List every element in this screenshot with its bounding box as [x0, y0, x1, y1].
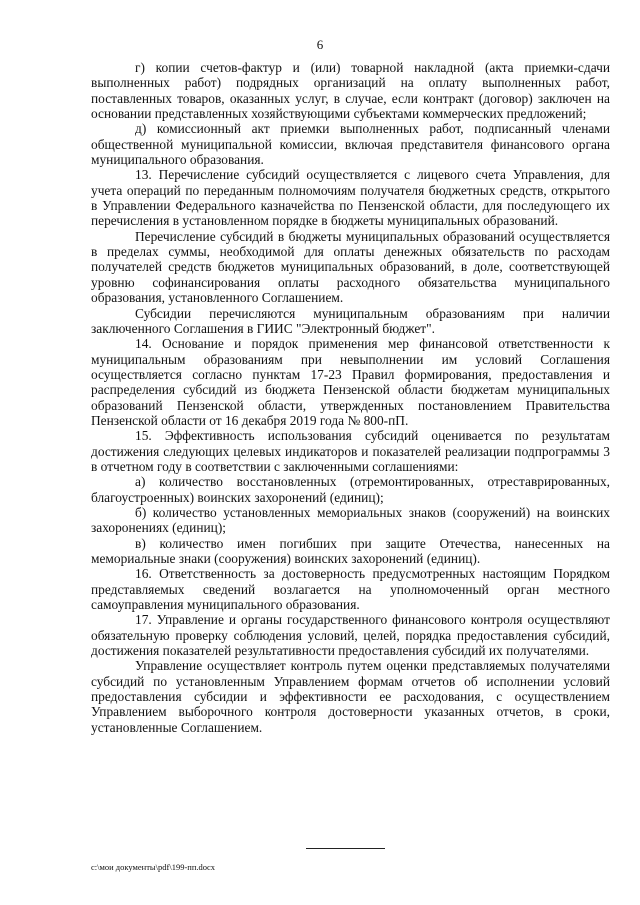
paragraph-16-accountability: 16. Ответственность за достоверность предусмотренных настоящим Порядком представляемых сведений возлагается на уполномоченный орган местного самоуправления муниципального образования. — [91, 566, 610, 613]
paragraph-indicator-a: а) количество восстановленных (отремонтированных, отреставрированных, благоустроенных) воинских захоронений (единиц); — [91, 474, 610, 505]
paragraph-13-transfer: 13. Перечисление субсидий осуществляется с лицевого счета Управления, для учета операций по переданным полномочиям получателя бюджетных средств, открытого в Управлении Федерального казначейства по Пензенской области, для последующего их перечисления в установленном порядке в бюджеты муниципальных образований. — [91, 167, 610, 229]
paragraph-item-g-invoices: г) копии счетов-фактур и (или) товарной накладной (акта приемки-сдачи выполненных работ) подрядных организаций на оплату выполненных работ, поставленных товаров, оказанных услуг, в случае, если контракт (договор) заключен на основании представленных хозяйствующими субъектами коммерческих предложений; — [91, 60, 610, 122]
paragraph-17-control: 17. Управление и органы государственного финансового контроля осуществляют обязательную проверку соблюдения условий, целей, порядка предоставления субсидий, достижения показателей результативности предоставления субсидий их получателями. — [91, 612, 610, 659]
paragraph-control-method: Управление осуществляет контроль путем оценки представляемых получателями субсидий по установленным Управлением формам отчетов об исполнении условий предоставления субсидии и эффективности ее расходования, с осуществлением Управлением выборочного контроля достоверности указанных отчетов, в сроки, установленные Соглашением. — [91, 658, 610, 735]
paragraph-15-efficiency: 15. Эффективность использования субсидий оценивается по результатам достижения следующих целевых индикаторов и показателей реализации подпрограммы 3 в отчетном году в соответствии с заключенными соглашениями: — [91, 428, 610, 474]
paragraph-agreement-condition: Субсидии перечисляются муниципальным образованиям при наличии заключенного Соглашения в ГИИС "Электронный бюджет". — [91, 305, 610, 336]
document-body — [91, 60, 610, 735]
paragraph-transfer-limits: Перечисление субсидий в бюджеты муниципальных образований осуществляется в пределах суммы, необходимой для оплаты денежных обязательств по расходам получателей средств бюджетов муниципальных образований, в доле, соответствующей уровню софинансирования оплаты расходного обязательства муниципального образования, установленного Соглашением. — [91, 228, 610, 306]
footer-separator — [306, 848, 385, 849]
page-number: 6 — [316, 37, 324, 52]
paragraph-14-responsibility-measures: 14. Основание и порядок применения мер финансовой ответственности к муниципальным образованиям при невыполнении им условий Соглашения осуществляется согласно пунктам 17-23 Правил формирования, предоставления и распределения субсидий из бюджета Пензенской области бюджетам муниципальных образований Пензенской области, утвержденных постановлением Правительства Пензенской области от 16 декабря 2019 года № 800-пП. — [91, 336, 610, 428]
paragraph-item-d-acceptance-act: д) комиссионный акт приемки выполненных работ, подписанный членами общественной муниципальной комиссии, включая представителя финансового органа муниципального образования. — [91, 121, 610, 168]
paragraph-indicator-b: б) количество установленных мемориальных знаков (сооружений) на воинских захоронениях (единиц); — [91, 504, 610, 536]
paragraph-indicator-v: в) количество имен погибших при защите Отечества, нанесенных на мемориальные знаки (сооружения) воинских захоронений (единиц). — [91, 535, 610, 566]
file-path-footer: c:\мои документы\pdf\199-пп.docx — [91, 862, 216, 872]
